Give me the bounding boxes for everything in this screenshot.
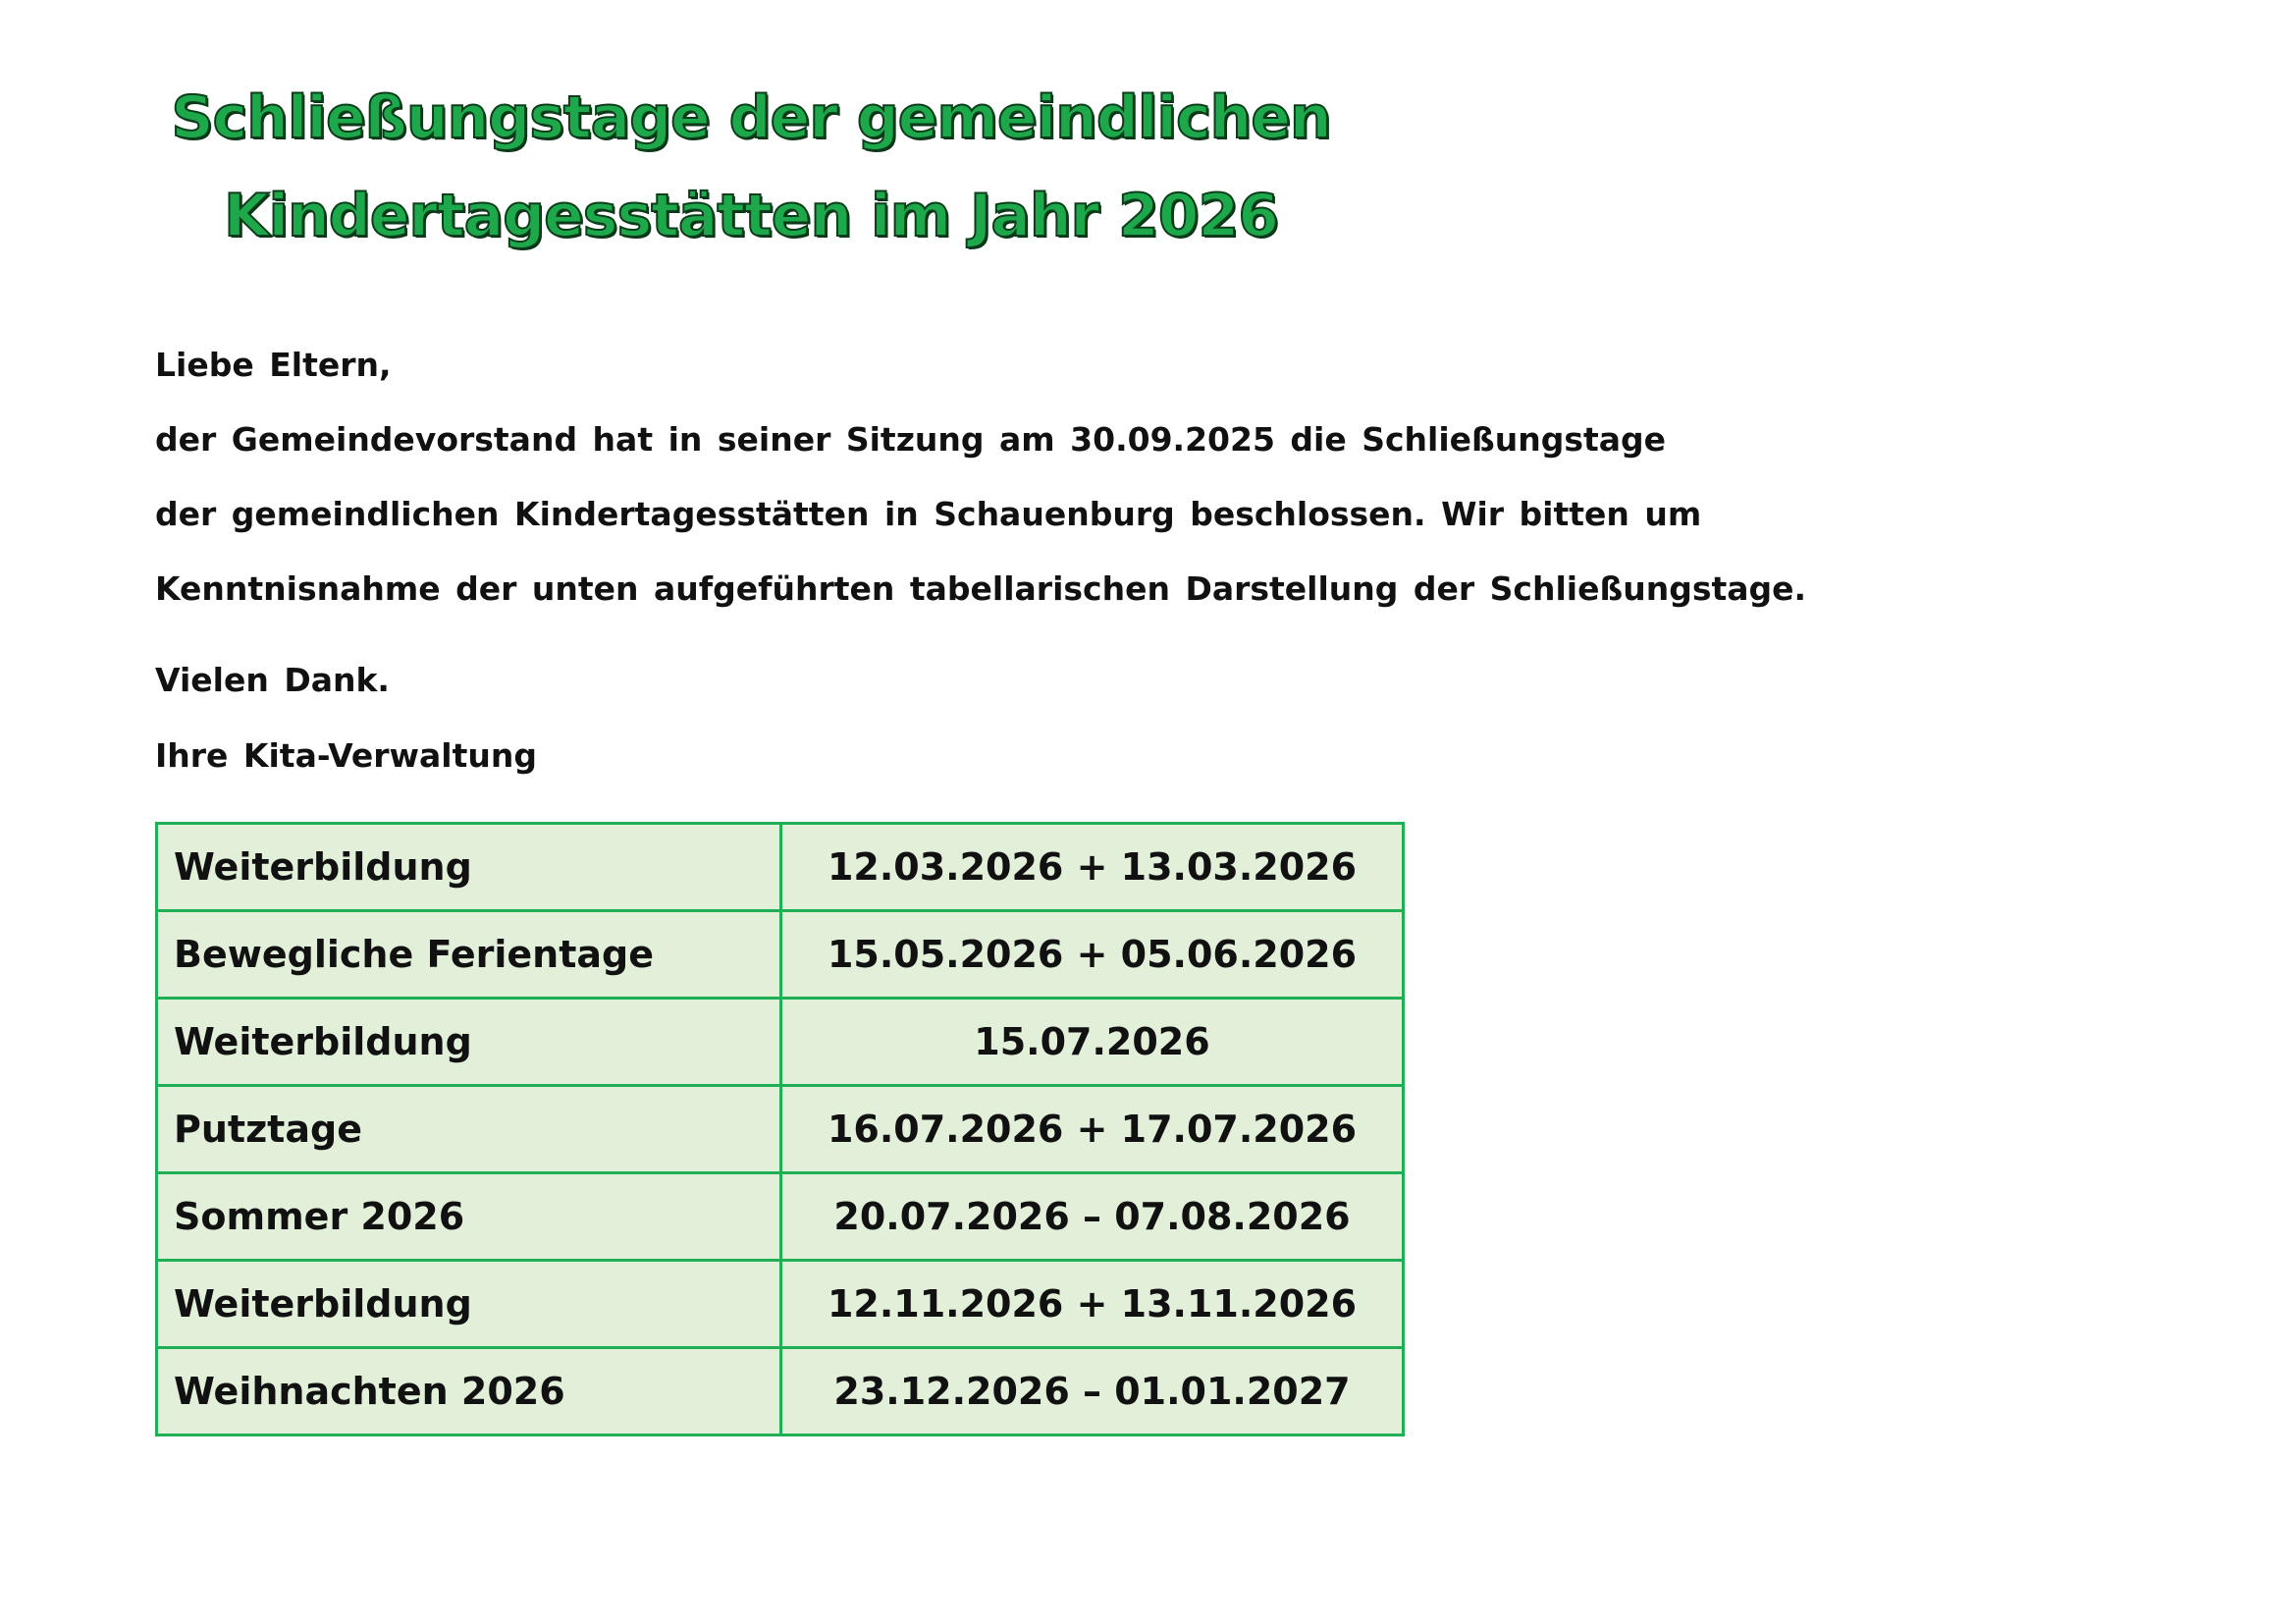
table-row [157, 1173, 1404, 1261]
row-dates: 15.07.2026 [781, 999, 1404, 1086]
page-title [0, 69, 1502, 265]
paragraph-line-2: der gemeindlichen Kindertagesstätten in Schauenburg beschlossen. Wir bitten um [155, 495, 1702, 533]
title-line-1: Schließungstage der gemeindlichen [171, 83, 1331, 152]
row-dates: 16.07.2026 + 17.07.2026 [781, 1086, 1404, 1173]
row-label: Bewegliche Ferientage [157, 911, 781, 999]
greeting: Liebe Eltern, [155, 346, 392, 384]
paragraph-line-3: Kenntnisnahme der unten aufgeführten tabellarischen Darstellung der Schließungstage. [155, 569, 1807, 608]
thanks-line: Vielen Dank. [155, 661, 390, 699]
table-row [157, 1348, 1404, 1435]
signature-line: Ihre Kita-Verwaltung [155, 736, 537, 775]
row-label: Sommer 2026 [157, 1173, 781, 1261]
table-row [157, 999, 1404, 1086]
row-dates: 23.12.2026 – 01.01.2027 [781, 1348, 1404, 1435]
row-label: Weiterbildung [157, 1261, 781, 1348]
closing-days-table [155, 822, 1405, 1436]
row-dates: 20.07.2026 – 07.08.2026 [781, 1173, 1404, 1261]
table-row [157, 1086, 1404, 1173]
table-row [157, 824, 1404, 911]
row-dates: 12.11.2026 + 13.11.2026 [781, 1261, 1404, 1348]
row-label: Putztage [157, 1086, 781, 1173]
table-row [157, 1261, 1404, 1348]
row-dates: 15.05.2026 + 05.06.2026 [781, 911, 1404, 999]
row-label: Weihnachten 2026 [157, 1348, 781, 1435]
row-label: Weiterbildung [157, 999, 781, 1086]
row-dates: 12.03.2026 + 13.03.2026 [781, 824, 1404, 911]
paragraph-line-1: der Gemeindevorstand hat in seiner Sitzung am 30.09.2025 die Schließungstage [155, 420, 1667, 459]
table-row [157, 911, 1404, 999]
row-label: Weiterbildung [157, 824, 781, 911]
title-line-2: Kindertagesstätten im Jahr 2026 [223, 182, 1279, 250]
